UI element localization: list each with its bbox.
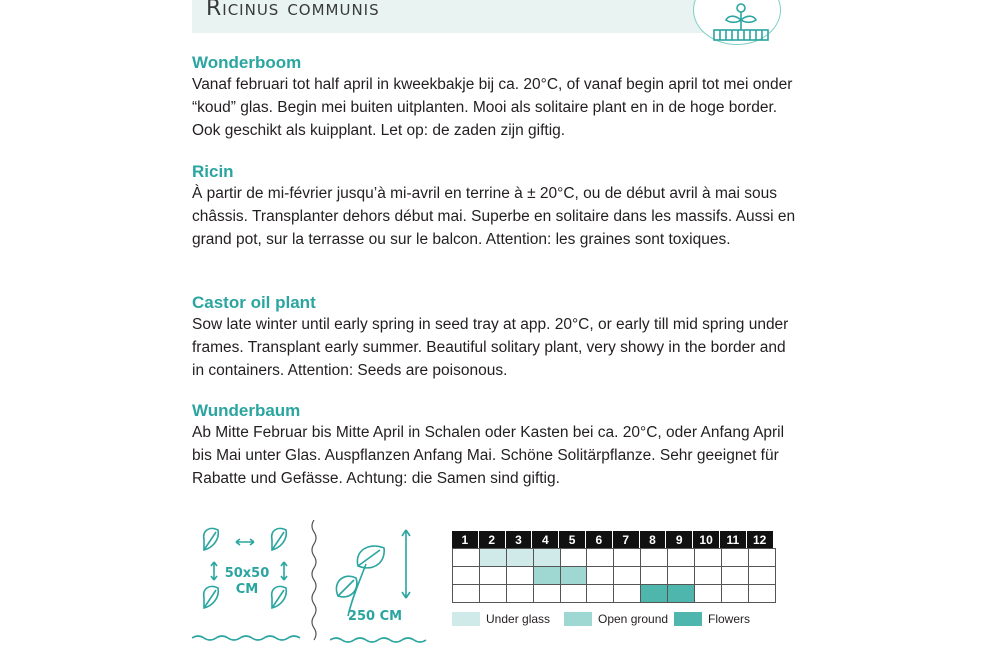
month-header: 12 [747, 531, 774, 549]
calendar-body [452, 549, 786, 603]
calendar-cell [560, 584, 588, 603]
calendar-cell [694, 548, 722, 567]
calendar-cell [586, 584, 614, 603]
calendar-row-open-ground [452, 567, 786, 585]
calendar-row-under-glass [452, 549, 786, 567]
spacing-unit: CM [235, 582, 259, 597]
calendar-cell [506, 566, 534, 585]
calendar-cell [640, 548, 668, 567]
section-text: À partir de mi-février jusqu’à mi-avril en terrine à ± 20°C, ou de début avril à mai sous châssis. Transplanter dehors début mai. Superbe en solitaire dans les massifs. Aussi en grand pot, sur la terrasse ou sur le balcon. Attention: les graines sont toxiques. [192, 185, 796, 248]
section-text: Ab Mitte Februar bis Mitte April in Schalen oder Kasten bei ca. 20°C, oder Anfang April bis Mai unter Glas. Auspflanzen Anfang Mai. Schöne Solitärpflanze. Sehr geeignet für Rabatte und Gefässe. Achtung: die Samen sind giftig. [192, 424, 785, 487]
calendar-cell [721, 566, 749, 585]
calendar-cell [586, 566, 614, 585]
calendar-cell [748, 584, 776, 603]
plant-height-icon [330, 528, 430, 648]
legend-label: Under glass [486, 612, 551, 626]
month-header: 9 [666, 531, 693, 549]
calendar-cell [452, 566, 480, 585]
section-dutch [192, 52, 797, 142]
calendar-cell [479, 548, 507, 567]
calendar-cell [560, 548, 588, 567]
section-french [192, 161, 797, 251]
calendar-header [452, 531, 786, 549]
month-header: 10 [693, 531, 720, 549]
calendar-cell [533, 566, 561, 585]
latin-name: Ricinus communis [206, 0, 380, 21]
calendar-cell [613, 584, 641, 603]
month-header: 8 [640, 531, 667, 549]
section-text: Sow late winter until early spring in seed tray at app. 20°C, or early till mid spring under frames. Transplant early summer. Beautiful solitary plant, very showy in the border and in containers. Attention: Seeds are poisonous. [192, 316, 789, 379]
calendar-cell [694, 566, 722, 585]
legend-flowers [674, 610, 750, 628]
spacing-label [222, 566, 272, 598]
calendar-cell [560, 566, 588, 585]
calendar-cell [533, 584, 561, 603]
calendar-cell [506, 548, 534, 567]
calendar-cell [506, 584, 534, 603]
legend-label: Flowers [708, 612, 751, 626]
calendar-cell [667, 566, 695, 585]
calendar-cell [613, 566, 641, 585]
calendar-row-flowers [452, 585, 786, 603]
calendar-cell [479, 584, 507, 603]
month-header: 7 [613, 531, 640, 549]
month-header: 5 [559, 531, 586, 549]
legend-swatch [452, 612, 480, 626]
seedling-tray-icon [706, 0, 776, 44]
legend-label: Open ground [598, 612, 669, 626]
month-header: 3 [506, 531, 533, 549]
month-header: 11 [720, 531, 747, 549]
calendar-cell [721, 584, 749, 603]
calendar-cell [479, 566, 507, 585]
calendar-cell [694, 584, 722, 603]
month-header: 1 [452, 531, 479, 549]
section-english [192, 292, 797, 382]
calendar-cell [640, 584, 668, 603]
calendar-cell [452, 584, 480, 603]
section-title: Wonderboom [192, 53, 302, 72]
legend-open-ground [564, 610, 668, 628]
calendar-cell [667, 548, 695, 567]
calendar-cell [640, 566, 668, 585]
calendar-cell [586, 548, 614, 567]
spacing-value: 50x50 [224, 566, 270, 581]
legend-under-glass [452, 610, 550, 628]
section-title: Wunderbaum [192, 401, 301, 420]
section-text: Vanaf februari tot half april in kweekbakje bij ca. 20°C, of vanaf begin april tot mei onder “koud” glas. Begin mei buiten uitplanten. Mooi als solitaire plant en in de hoge border. Ook geschikt als kuipplant. Let op: de zaden zijn giftig. [192, 76, 793, 139]
divider-wave [306, 520, 322, 650]
calendar-cell [533, 548, 561, 567]
section-title: Ricin [192, 162, 234, 181]
sowing-calendar [452, 531, 786, 603]
legend-swatch [564, 612, 592, 626]
month-header: 2 [479, 531, 506, 549]
section-title: Castor oil plant [192, 293, 316, 312]
month-header: 4 [532, 531, 559, 549]
month-header: 6 [586, 531, 613, 549]
legend-swatch [674, 612, 702, 626]
height-label: 250 CM [347, 609, 403, 624]
section-german [192, 400, 797, 490]
calendar-cell [667, 584, 695, 603]
calendar-cell [452, 548, 480, 567]
calendar-cell [748, 566, 776, 585]
calendar-cell [748, 548, 776, 567]
calendar-cell [721, 548, 749, 567]
calendar-cell [613, 548, 641, 567]
